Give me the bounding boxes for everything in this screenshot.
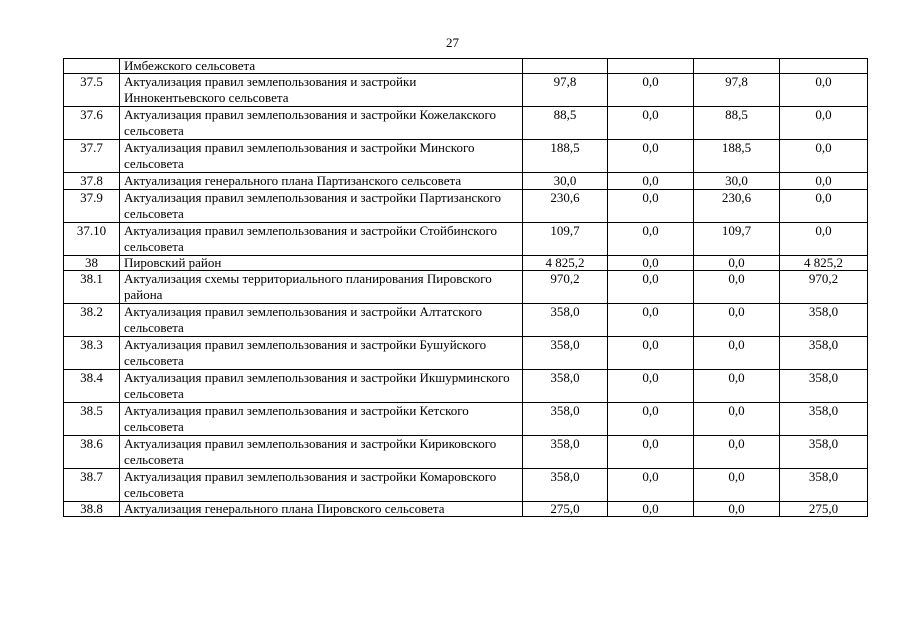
row-number: 37.6 — [64, 107, 120, 140]
value-4: 358,0 — [780, 337, 868, 370]
table-row — [64, 140, 868, 173]
row-number: 38 — [64, 256, 120, 271]
row-number: 38.4 — [64, 370, 120, 403]
value-1: 188,5 — [523, 140, 608, 173]
row-name: Имбежского сельсовета — [120, 59, 523, 74]
value-3: 97,8 — [694, 74, 780, 107]
value-4 — [780, 59, 868, 74]
value-2: 0,0 — [608, 107, 694, 140]
value-3: 0,0 — [694, 256, 780, 271]
value-4: 0,0 — [780, 190, 868, 223]
row-number: 37.10 — [64, 223, 120, 256]
row-number: 38.6 — [64, 436, 120, 469]
value-4: 0,0 — [780, 173, 868, 190]
value-4: 970,2 — [780, 271, 868, 304]
value-3: 0,0 — [694, 502, 780, 517]
row-name: Актуализация правил землепользования и застройки Икшурминского сельсовета — [120, 370, 523, 403]
value-2: 0,0 — [608, 370, 694, 403]
value-3: 30,0 — [694, 173, 780, 190]
row-name: Актуализация правил землепользования и застройки Кириковского сельсовета — [120, 436, 523, 469]
value-4: 0,0 — [780, 140, 868, 173]
value-2: 0,0 — [608, 436, 694, 469]
value-1: 97,8 — [523, 74, 608, 107]
value-3: 188,5 — [694, 140, 780, 173]
value-2 — [608, 59, 694, 74]
table-row — [64, 403, 868, 436]
page-number: 27 — [446, 35, 459, 50]
value-1: 358,0 — [523, 469, 608, 502]
row-name: Актуализация схемы территориального планирования Пировского района — [120, 271, 523, 304]
row-number: 37.9 — [64, 190, 120, 223]
value-4: 0,0 — [780, 223, 868, 256]
value-1: 4 825,2 — [523, 256, 608, 271]
value-2: 0,0 — [608, 74, 694, 107]
row-name: Актуализация генерального плана Партизанского сельсовета — [120, 173, 523, 190]
row-number: 37.5 — [64, 74, 120, 107]
value-3: 230,6 — [694, 190, 780, 223]
value-2: 0,0 — [608, 403, 694, 436]
value-1: 358,0 — [523, 403, 608, 436]
value-4: 0,0 — [780, 107, 868, 140]
row-name: Актуализация правил землепользования и застройки Минского сельсовета — [120, 140, 523, 173]
value-3: 0,0 — [694, 271, 780, 304]
table-row — [64, 173, 868, 190]
row-number: 38.7 — [64, 469, 120, 502]
row-name: Пировский район — [120, 256, 523, 271]
table-row — [64, 223, 868, 256]
value-1 — [523, 59, 608, 74]
row-name: Актуализация правил землепользования и застройки Кожелакского сельсовета — [120, 107, 523, 140]
value-3: 88,5 — [694, 107, 780, 140]
row-number: 38.2 — [64, 304, 120, 337]
table-row — [64, 304, 868, 337]
value-3: 0,0 — [694, 469, 780, 502]
table-row — [64, 107, 868, 140]
row-name: Актуализация правил землепользования и застройки Комаровского сельсовета — [120, 469, 523, 502]
row-number: 38.3 — [64, 337, 120, 370]
value-3: 0,0 — [694, 337, 780, 370]
value-4: 275,0 — [780, 502, 868, 517]
value-1: 358,0 — [523, 370, 608, 403]
value-2: 0,0 — [608, 271, 694, 304]
value-3: 0,0 — [694, 304, 780, 337]
value-3: 0,0 — [694, 403, 780, 436]
row-number: 37.8 — [64, 173, 120, 190]
table-row — [64, 337, 868, 370]
value-1: 358,0 — [523, 337, 608, 370]
value-1: 30,0 — [523, 173, 608, 190]
table-row — [64, 190, 868, 223]
value-1: 970,2 — [523, 271, 608, 304]
table-body — [64, 59, 868, 517]
row-number: 37.7 — [64, 140, 120, 173]
row-name: Актуализация правил землепользования и застройки Кетского сельсовета — [120, 403, 523, 436]
value-1: 275,0 — [523, 502, 608, 517]
value-1: 109,7 — [523, 223, 608, 256]
row-name: Актуализация правил землепользования и застройки Партизанского сельсовета — [120, 190, 523, 223]
value-2: 0,0 — [608, 190, 694, 223]
value-4: 0,0 — [780, 74, 868, 107]
row-name: Актуализация правил землепользования и застройки Иннокентьевского сельсовета — [120, 74, 523, 107]
value-4: 358,0 — [780, 403, 868, 436]
value-2: 0,0 — [608, 337, 694, 370]
value-2: 0,0 — [608, 223, 694, 256]
value-2: 0,0 — [608, 304, 694, 337]
value-1: 358,0 — [523, 304, 608, 337]
value-3: 109,7 — [694, 223, 780, 256]
value-3: 0,0 — [694, 370, 780, 403]
value-4: 358,0 — [780, 304, 868, 337]
row-number: 38.8 — [64, 502, 120, 517]
row-name: Актуализация генерального плана Пировского сельсовета — [120, 502, 523, 517]
value-2: 0,0 — [608, 469, 694, 502]
table-row — [64, 370, 868, 403]
row-name: Актуализация правил землепользования и застройки Алтатского сельсовета — [120, 304, 523, 337]
row-name: Актуализация правил землепользования и застройки Стойбинского сельсовета — [120, 223, 523, 256]
row-number: 38.1 — [64, 271, 120, 304]
table-row — [64, 469, 868, 502]
value-3: 0,0 — [694, 436, 780, 469]
table-row — [64, 502, 868, 517]
value-4: 358,0 — [780, 469, 868, 502]
value-4: 358,0 — [780, 370, 868, 403]
value-1: 88,5 — [523, 107, 608, 140]
table-row — [64, 256, 868, 271]
value-2: 0,0 — [608, 173, 694, 190]
table-row — [64, 436, 868, 469]
table-row — [64, 74, 868, 107]
value-4: 358,0 — [780, 436, 868, 469]
table-row — [64, 59, 868, 74]
value-1: 230,6 — [523, 190, 608, 223]
budget-table — [63, 58, 868, 517]
row-number — [64, 59, 120, 74]
value-2: 0,0 — [608, 140, 694, 173]
value-3 — [694, 59, 780, 74]
value-4: 4 825,2 — [780, 256, 868, 271]
row-name: Актуализация правил землепользования и застройки Бушуйского сельсовета — [120, 337, 523, 370]
table-row — [64, 271, 868, 304]
value-2: 0,0 — [608, 502, 694, 517]
value-1: 358,0 — [523, 436, 608, 469]
value-2: 0,0 — [608, 256, 694, 271]
row-number: 38.5 — [64, 403, 120, 436]
